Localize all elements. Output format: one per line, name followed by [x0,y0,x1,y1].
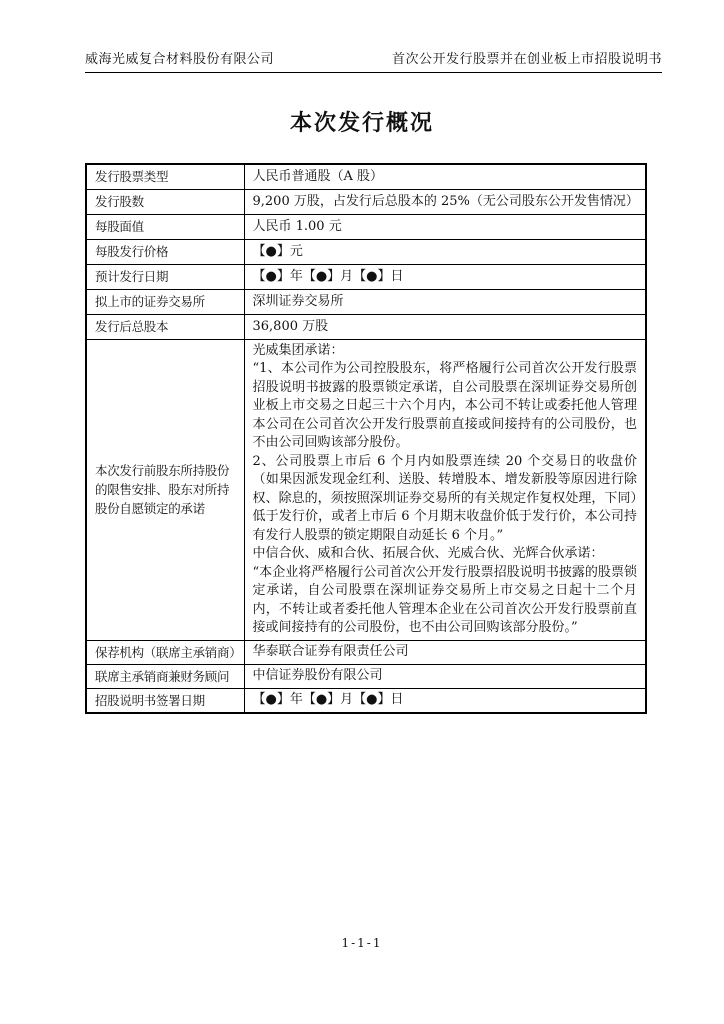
table-row [86,688,646,713]
table-row-lockup-commitments [86,339,646,640]
row-label: 招股说明书签署日期 [86,688,244,713]
table-row [86,664,646,688]
row-value [244,339,646,640]
row-label: 发行后总股本 [86,314,244,339]
header-company-name: 威海光威复合材料股份有限公司 [85,52,275,67]
row-label: 本次发行前股东所持股份的限售安排、股东对所持股份自愿锁定的承诺 [86,339,244,640]
row-label: 拟上市的证券交易所 [86,289,244,314]
row-value: 9,200 万股，占发行后总股本的 25%（无公司股东公开发售情况） [244,189,646,214]
row-value: 深圳证券交易所 [244,289,646,314]
page-header [85,48,662,73]
page-number: 1-1-1 [341,936,383,950]
commitment-paragraph: 2、公司股票上市后 6 个月内如股票连续 20 个交易日的收盘价（如果因派发现金红利、送股、转增股本、增发新股等原因进行除权、除息的，须按照深圳证券交易所的有关规定作复权处理，下同）低于发行价，或者上市后 6 个月期末收盘价低于发行价，本公司持有发行人股票的锁定期限自动延长 6 个月。” [252,453,637,543]
commitment-paragraph: 中信合伙、威和合伙、拓展合伙、光威合伙、光辉合伙承诺： [252,546,604,561]
row-value: 36,800 万股 [244,314,646,339]
row-label: 预计发行日期 [86,264,244,289]
table-row [86,314,646,339]
table-row [86,640,646,664]
row-label: 联席主承销商兼财务顾问 [86,664,244,688]
row-value: 【●】年【●】月【●】日 [244,688,646,713]
issuance-overview-table [85,163,647,714]
table-row [86,239,646,264]
row-label: 发行股数 [86,189,244,214]
commitment-paragraph: 光威集团承诺： [252,342,344,358]
header-document-type: 首次公开发行股票并在创业板上市招股说明书 [391,52,662,67]
table-row [86,264,646,289]
row-value: 中信证券股份有限公司 [244,664,646,688]
row-value: 【●】年【●】月【●】日 [244,264,646,289]
row-value: 华泰联合证券有限责任公司 [244,640,646,664]
table-row [86,214,646,239]
row-value: 【●】元 [244,239,646,264]
row-label: 发行股票类型 [86,164,244,189]
row-value: 人民币 1.00 元 [244,214,646,239]
row-label: 每股发行价格 [86,239,244,264]
table-row [86,289,646,314]
row-label: 每股面值 [86,214,244,239]
commitment-paragraph: “1、本公司作为公司控股股东，将严格履行公司首次公开发行股票招股说明书披露的股票锁定承诺，自公司股票在深圳证券交易所创业板上市交易之日起三十六个月内，本公司不转让或委托他人管理本公司在公司首次公开发行股票前直接或间接持有的公司股份，也不由公司回购该部分股份。 [252,361,637,450]
commitment-paragraph: “本企业将严格履行公司首次公开发行股票招股说明书披露的股票锁定承诺，自公司股票在深圳证券交易所上市交易之日起十二个月内，不转让或者委托他人管理本企业在公司首次公开发行股票前直接或间接持有的公司股份，也不由公司回购该部分股份。” [252,564,637,635]
table-row [86,189,646,214]
row-value: 人民币普通股（A 股） [244,164,646,189]
page-title: 本次发行概况 [289,110,434,136]
row-label: 保荐机构（联席主承销商） [86,640,244,664]
table-row [86,164,646,189]
